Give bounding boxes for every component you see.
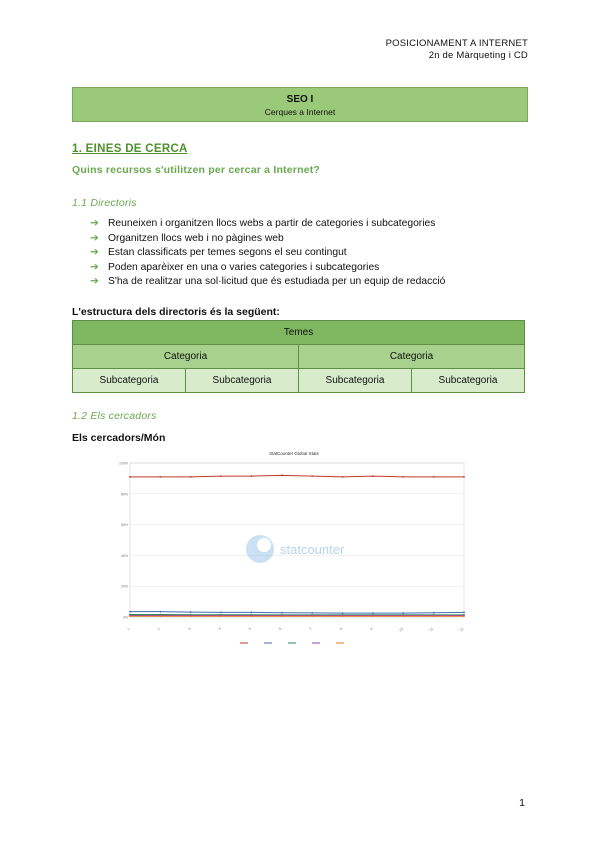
y-tick-label: 0% (122, 615, 128, 620)
data-point (463, 476, 465, 478)
table-cell-temes: Temes (73, 321, 525, 345)
program-name: 2n de Màrqueting i CD (428, 50, 528, 61)
data-point (251, 615, 253, 617)
data-point (433, 476, 435, 478)
data-point (463, 611, 465, 613)
data-point (281, 612, 283, 614)
data-point (402, 476, 404, 478)
data-point (372, 615, 374, 617)
table-cell-subcategoria: Subcategoria (412, 369, 525, 393)
y-tick-label: 40% (120, 553, 128, 558)
data-point (129, 476, 131, 478)
chart-title: StatCounter Global Stats (269, 451, 319, 456)
arrow-icon: ➔ (90, 218, 99, 229)
data-point (159, 611, 161, 613)
course-title: POSICIONAMENT A INTERNET (385, 38, 528, 49)
list-item: ➔ Estan classificats per temes segons el seu contingut (90, 246, 445, 261)
statcounter-logo-inner (257, 538, 271, 552)
data-point (251, 611, 253, 613)
directory-structure-table (72, 320, 525, 393)
x-tick-label: 2 (156, 626, 162, 632)
arrow-icon: ➔ (90, 276, 99, 288)
data-point (190, 476, 192, 478)
data-point (220, 611, 222, 613)
x-axis-ticks (126, 627, 464, 633)
x-tick-label: 7 (308, 626, 313, 632)
data-point (342, 615, 344, 617)
data-point (190, 611, 192, 613)
y-tick-label: 80% (120, 492, 128, 497)
data-point (159, 615, 161, 617)
series-line (130, 475, 464, 477)
arrow-icon: ➔ (90, 247, 99, 259)
data-point (402, 612, 404, 614)
table-cell-subcategoria: Subcategoria (186, 369, 299, 393)
data-point (281, 474, 283, 476)
arrow-icon: ➔ (90, 261, 99, 273)
page-header (386, 38, 528, 62)
list-item: ➔ Reuneixen i organitzen llocs webs a partir de categories i subcategories (90, 217, 445, 232)
data-point (402, 615, 404, 617)
x-tick-label: 1 (126, 626, 131, 632)
data-point (342, 476, 344, 478)
y-tick-label: 20% (120, 584, 128, 589)
structure-label: L'estructura dels directoris és la següent: (72, 306, 280, 318)
watermark-text: statcounter (280, 542, 345, 557)
list-item: ➔ Organitzen llocs web i no pàgines web (90, 232, 445, 247)
data-point (433, 615, 435, 617)
chart-grid (130, 463, 464, 617)
data-point (220, 615, 222, 617)
data-point (433, 612, 435, 614)
table-row (73, 345, 525, 369)
page-number: 1 (519, 797, 525, 809)
data-point (372, 475, 374, 477)
search-engines-chart (110, 447, 478, 650)
x-tick-label: 11 (428, 626, 435, 633)
directoris-bullet-list (90, 217, 445, 290)
chart-caption: Els cercadors/Món (72, 432, 166, 444)
data-point (281, 615, 283, 617)
data-point (311, 615, 313, 617)
x-tick-label: 10 (398, 626, 404, 633)
table-row (73, 321, 525, 345)
x-tick-label: 12 (459, 626, 465, 633)
x-tick-label: 9 (369, 626, 374, 632)
data-point (129, 611, 131, 613)
table-cell-categoria: Categoria (299, 345, 525, 369)
data-point (129, 615, 131, 617)
data-point (311, 612, 313, 614)
statcounter-watermark (246, 535, 345, 563)
plot-frame (130, 463, 464, 617)
data-point (159, 476, 161, 478)
data-point (311, 475, 313, 477)
series-line (130, 612, 464, 614)
x-tick-label: 8 (339, 626, 344, 632)
y-axis-ticks (119, 462, 128, 620)
table-cell-subcategoria: Subcategoria (299, 369, 412, 393)
subsection-heading-cercadors: 1.2 Els cercadors (72, 410, 157, 422)
list-item: ➔ Poden aparèixer en una o varies categories i subcategories (90, 261, 445, 276)
data-point (190, 615, 192, 617)
section-heading: 1. EINES DE CERCA (72, 143, 188, 155)
data-point (372, 612, 374, 614)
arrow-icon: ➔ (90, 232, 99, 244)
list-item: ➔ S'ha de realitzar una sol·licitud que és estudiada per un equip de redacció (90, 275, 445, 290)
table-cell-subcategoria: Subcategoria (73, 369, 186, 393)
data-point (342, 612, 344, 614)
y-tick-label: 100% (119, 461, 128, 466)
data-point (463, 615, 465, 617)
y-tick-label: 60% (120, 523, 128, 528)
table-cell-categoria: Categoria (73, 345, 299, 369)
x-tick-label: 6 (278, 626, 283, 632)
x-tick-label: 5 (247, 626, 253, 632)
table-row (73, 369, 525, 393)
banner-subtitle: Cerques a Internet (264, 107, 336, 117)
section-question: Quins recursos s'utilitzen per cercar a Internet? (72, 164, 321, 176)
x-tick-label: 3 (187, 626, 192, 632)
subsection-heading-directoris: 1.1 Directoris (72, 197, 137, 209)
x-tick-label: 4 (217, 626, 222, 632)
banner-title: SEO I (286, 94, 314, 105)
data-point (220, 475, 222, 477)
data-point (251, 475, 253, 477)
title-banner (72, 87, 528, 122)
